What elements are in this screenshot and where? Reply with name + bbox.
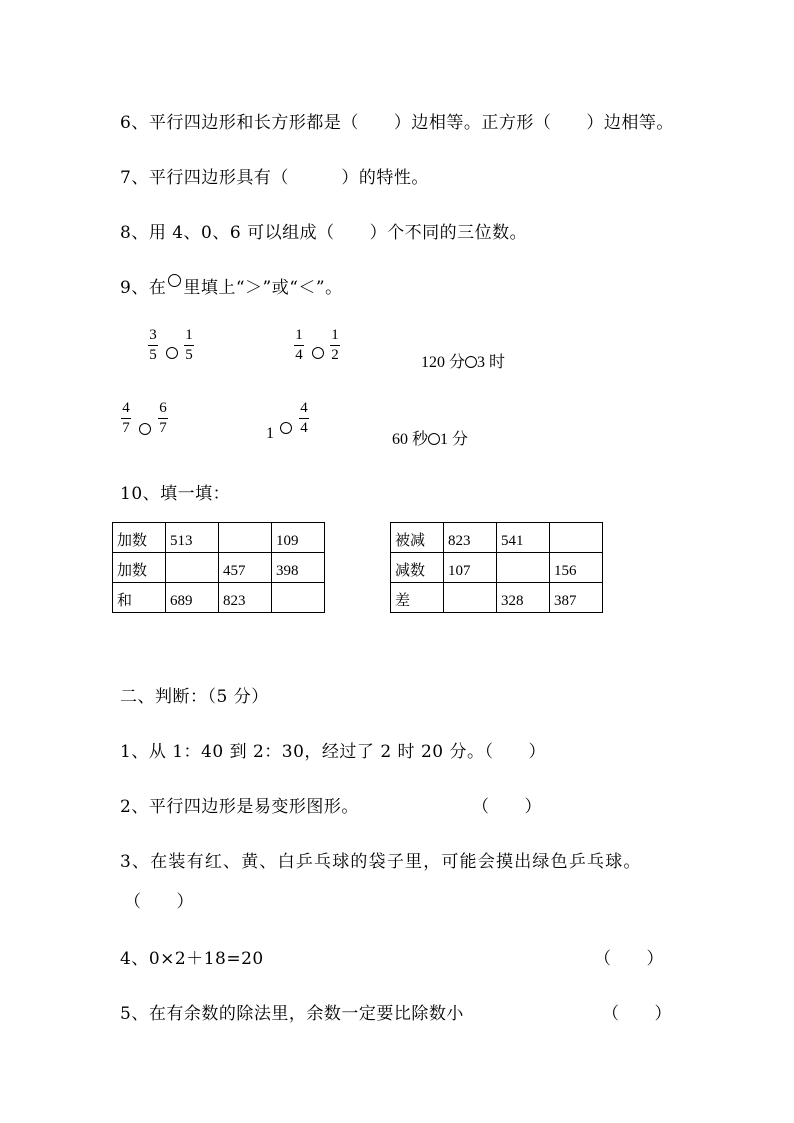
judge-item-4: 4、0×2＋18=20 [120,949,264,969]
judge-item-1: 1、从 1：40 到 2：30，经过了 2 时 20 分。（ ） [120,742,546,762]
table-cell: 823 [448,533,471,549]
judge-item-2: 2、平行四边形是易变形图形。 [120,797,359,817]
table-cell: 398 [276,563,299,579]
table-row [113,583,325,613]
section-2-title: 二、判断：（5 分） [120,687,269,707]
fraction-1-4: 1 4 [295,327,303,363]
table-cell: 387 [554,593,577,609]
number-one: 1 [266,425,274,442]
fraction-4-7: 4 7 [122,400,130,436]
compare-circle-2[interactable] [312,347,324,359]
fraction-6-7: 6 7 [159,400,167,436]
table-cell: 减数 [395,563,426,579]
table-row [391,583,603,613]
table-cell: 823 [223,593,246,609]
answer-bracket-3[interactable]: （ ） [124,892,194,912]
compare-circle-4[interactable] [139,423,151,435]
answer-bracket-5[interactable]: （ ） [602,1004,672,1024]
table-cell: 156 [554,563,577,579]
compare-circle-1[interactable] [166,347,178,359]
table-cell: 加数 [117,563,148,579]
table-cell: 513 [170,533,193,549]
fraction-4-4: 4 4 [300,400,308,436]
q9-prefix: 9、在 [120,278,167,298]
question-9 [120,273,343,298]
table-cell: 107 [448,563,471,579]
time-compare-1: 120 分 3 时 [421,354,506,371]
table-cell: 加数 [117,533,148,549]
table-row [391,523,603,553]
question-6: 6、平行四边形和长方形都是（ ）边相等。正方形（ ）边相等。 [120,113,674,133]
table-row [391,553,603,583]
compare-circle-6[interactable] [428,433,440,445]
question-7: 7、平行四边形具有（ ）的特性。 [120,168,429,188]
fraction-3-5: 3 5 [149,327,157,363]
table-row [113,553,325,583]
fraction-1-5: 1 5 [185,327,193,363]
question-8: 8、用 4、0、6 可以组成（ ）个不同的三位数。 [120,223,528,243]
addition-table [112,522,325,613]
table-cell: 被减 [395,533,426,549]
subtraction-table [390,522,603,613]
table-cell: 328 [501,593,524,609]
circle-icon [168,274,181,287]
answer-bracket-2[interactable]: （ ） [472,797,542,817]
table-cell: 689 [170,593,193,609]
question-10: 10、填一填： [120,484,231,504]
fraction-1-2: 1 2 [331,327,339,363]
judge-item-3: 3、在装有红、黄、白乒乓球的袋子里，可能会摸出绿色乒乓球。 [120,852,642,872]
table-cell: 和 [117,593,133,609]
judge-item-5: 5、在有余数的除法里，余数一定要比除数小 [120,1004,464,1024]
table-row [113,523,325,553]
table-cell: 109 [276,533,299,549]
answer-bracket-4[interactable]: （ ） [594,949,664,969]
q9-suffix: 里填上“＞”或“＜”。 [183,278,343,298]
table-cell: 541 [501,533,524,549]
table-cell: 差 [395,593,411,609]
table-cell: 457 [223,563,246,579]
compare-circle-5[interactable] [280,422,292,434]
time-compare-2: 60 秒 1 分 [392,431,469,448]
compare-circle-3[interactable] [465,356,477,368]
